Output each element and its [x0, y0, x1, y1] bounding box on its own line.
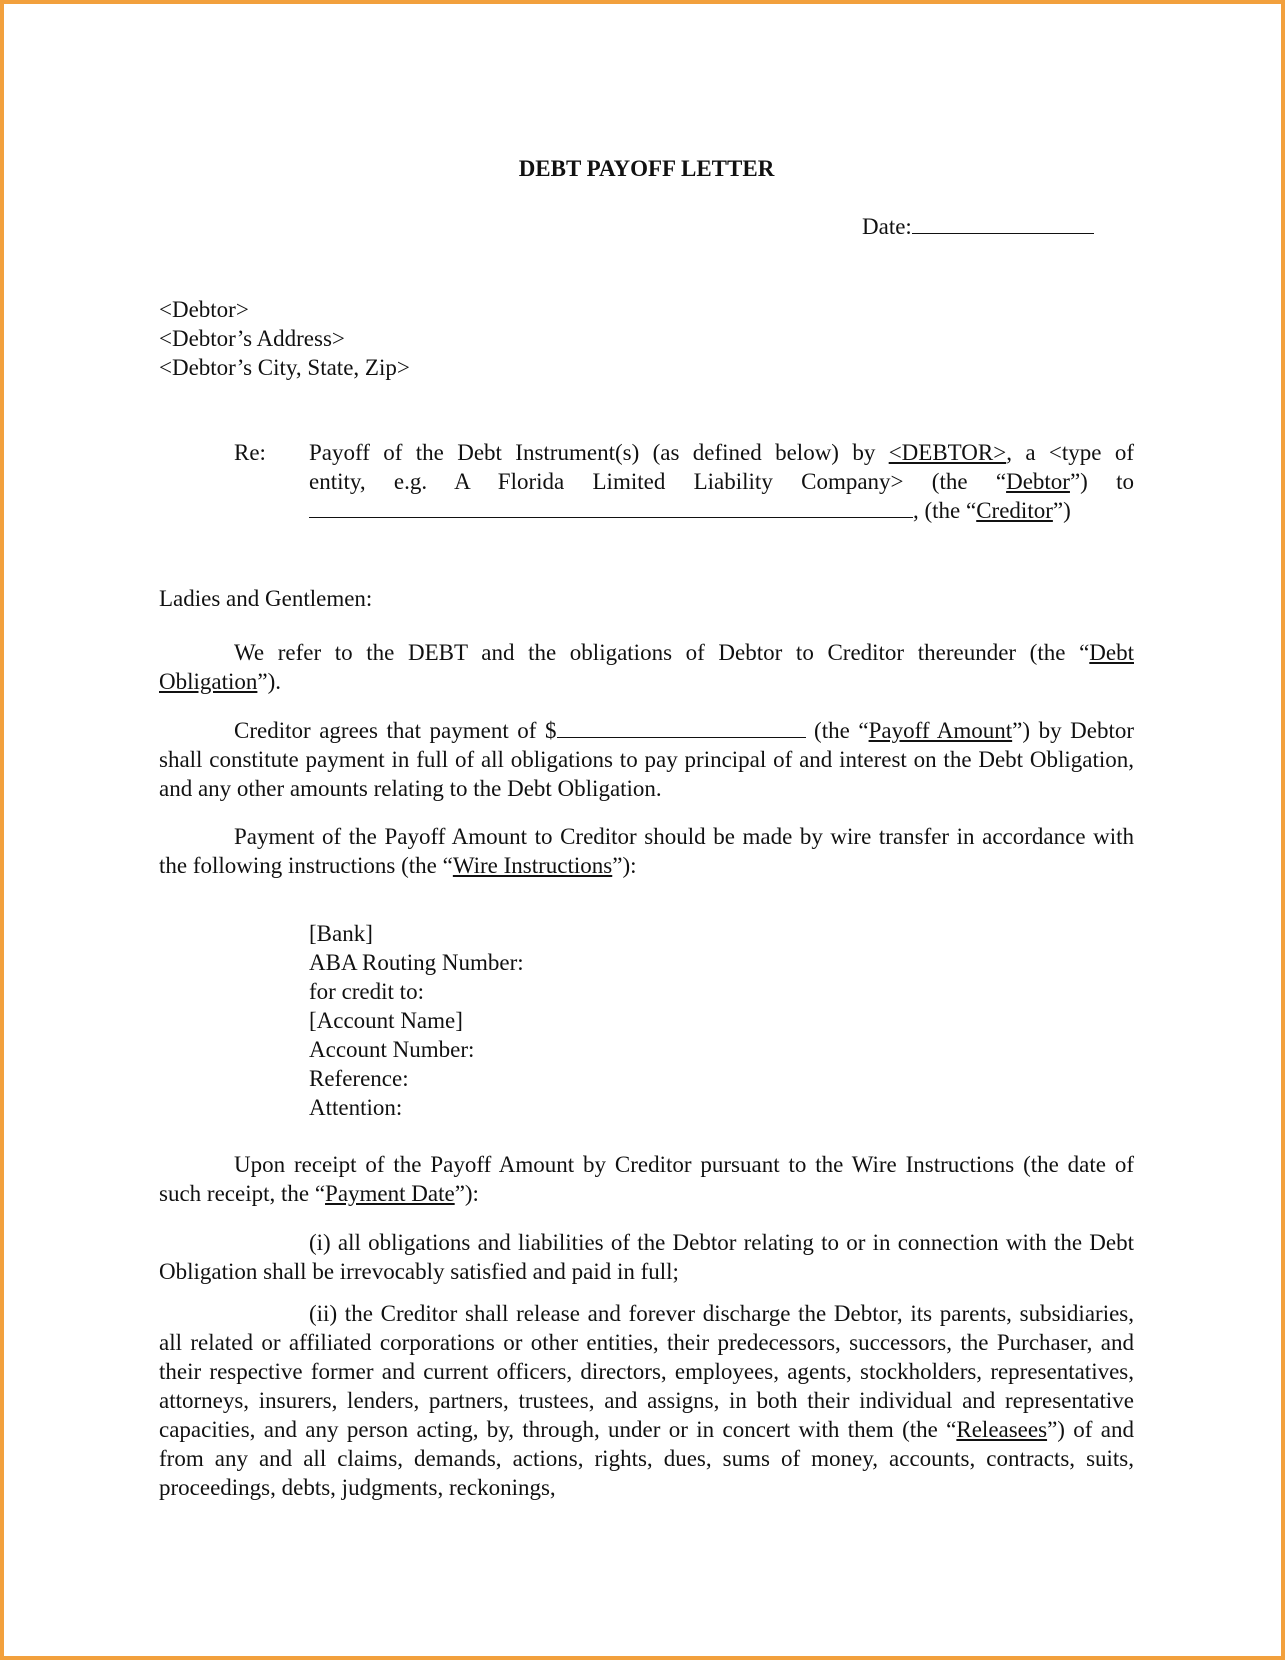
- salutation: Ladies and Gentlemen:: [159, 586, 373, 611]
- address-line: <Debtor>: [159, 297, 249, 322]
- re-label: Re:: [234, 440, 266, 465]
- wire-line: [Bank]: [309, 921, 373, 946]
- wire-line: [Account Name]: [309, 1008, 463, 1033]
- paragraph-clause-i: (i) all obligations and liabilities of the Debtor relating to or in connection with the Debt Obligation shall be irrevocably satisfied and paid in full;: [159, 1230, 1134, 1284]
- page-title: DEBT PAYOFF LETTER: [518, 156, 775, 181]
- para-text: (ii) the Creditor shall release and forever discharge the Debtor, its parents, subsidiaries, all related or affiliated corporations or other entities, their predecessors, successors, the Purchaser, and their respective former and current officers, directors, employees, agents, stockholders, representatives, attorneys, insurers, lenders, partners, trustees, and assigns, in both their individual and representative capacities, and any person acting, by, through, under or in concert with them (the “: [159, 1301, 1134, 1442]
- date-line: [862, 212, 1094, 241]
- defined-term-wire-instructions: Wire Instructions: [452, 853, 613, 878]
- para-text: We refer to the DEBT and the obligations of Debtor to Creditor thereunder (the “: [234, 640, 1090, 665]
- defined-term-releasees: Releasees: [956, 1417, 1048, 1442]
- paragraph-debt-obligation: [159, 638, 1134, 696]
- para-text: ”):: [612, 853, 637, 878]
- re-body: [309, 438, 1134, 525]
- wire-line: Account Number:: [309, 1037, 475, 1062]
- defined-term-debt-obligation: Debt Obligation: [159, 640, 1134, 694]
- para-text: Upon receipt of the Payoff Amount by Creditor pursuant to the Wire Instructions (the date of such receipt, the “: [159, 1152, 1134, 1206]
- creditor-blank[interactable]: [309, 499, 913, 518]
- re-line: [309, 467, 1134, 496]
- re-text: ”): [1052, 498, 1071, 523]
- wire-line: Attention:: [309, 1095, 403, 1120]
- para-text: ”):: [454, 1181, 479, 1206]
- payoff-amount-blank[interactable]: [557, 719, 806, 738]
- paragraph-clause-ii: [159, 1299, 1134, 1502]
- para-text: ”) by Debtor shall constitute payment in full of all obligations to pay principal of and interest on the Debt Obligation, and any other amounts relating to the Debt Obligation.: [159, 718, 1134, 801]
- address-line: <Debtor’s City, State, Zip>: [159, 355, 410, 380]
- paragraph-payment-date: [159, 1150, 1134, 1208]
- defined-term-payment-date: Payment Date: [325, 1181, 455, 1206]
- defined-term-payoff-amount: Payoff Amount: [868, 718, 1013, 743]
- wire-line: for credit to:: [309, 979, 424, 1004]
- para-text: (the “: [805, 718, 869, 743]
- wire-line: Reference:: [309, 1066, 409, 1091]
- date-blank[interactable]: [912, 215, 1094, 234]
- re-text: Payoff of the Debt Instrument(s) (as defined below) by: [309, 440, 889, 465]
- re-line: [309, 496, 1134, 525]
- address-line: <Debtor’s Address>: [159, 326, 345, 351]
- re-text: ”) to: [1069, 469, 1134, 494]
- para-text: ”) of and from any and all claims, demands, actions, rights, dues, sums of money, accounts, contracts, suits, proceedings, debts, judgments, reckonings,: [159, 1417, 1134, 1500]
- wire-instructions-list: [309, 919, 524, 1122]
- re-text: , (the “: [913, 498, 977, 523]
- para-text: Creditor agrees that payment of $: [234, 718, 557, 743]
- wire-line: ABA Routing Number:: [309, 950, 524, 975]
- date-label: Date:: [862, 214, 912, 239]
- debtor-placeholder: <DEBTOR>: [888, 440, 1007, 465]
- para-text: ”).: [257, 669, 282, 694]
- para-text: Payment of the Payoff Amount to Creditor should be made by wire transfer in accordance with the following instructions (the “: [159, 824, 1134, 878]
- paragraph-wire-transfer: [159, 822, 1134, 880]
- debtor-address-block: [159, 295, 410, 382]
- re-text: , a <type of: [1006, 440, 1134, 465]
- paragraph-payoff-amount: [159, 716, 1134, 803]
- re-line: [309, 438, 1134, 467]
- re-text: entity, e.g. A Florida Limited Liability Company> (the “: [309, 469, 1007, 494]
- defined-term-creditor: Creditor: [976, 498, 1053, 523]
- defined-term-debtor: Debtor: [1006, 469, 1070, 494]
